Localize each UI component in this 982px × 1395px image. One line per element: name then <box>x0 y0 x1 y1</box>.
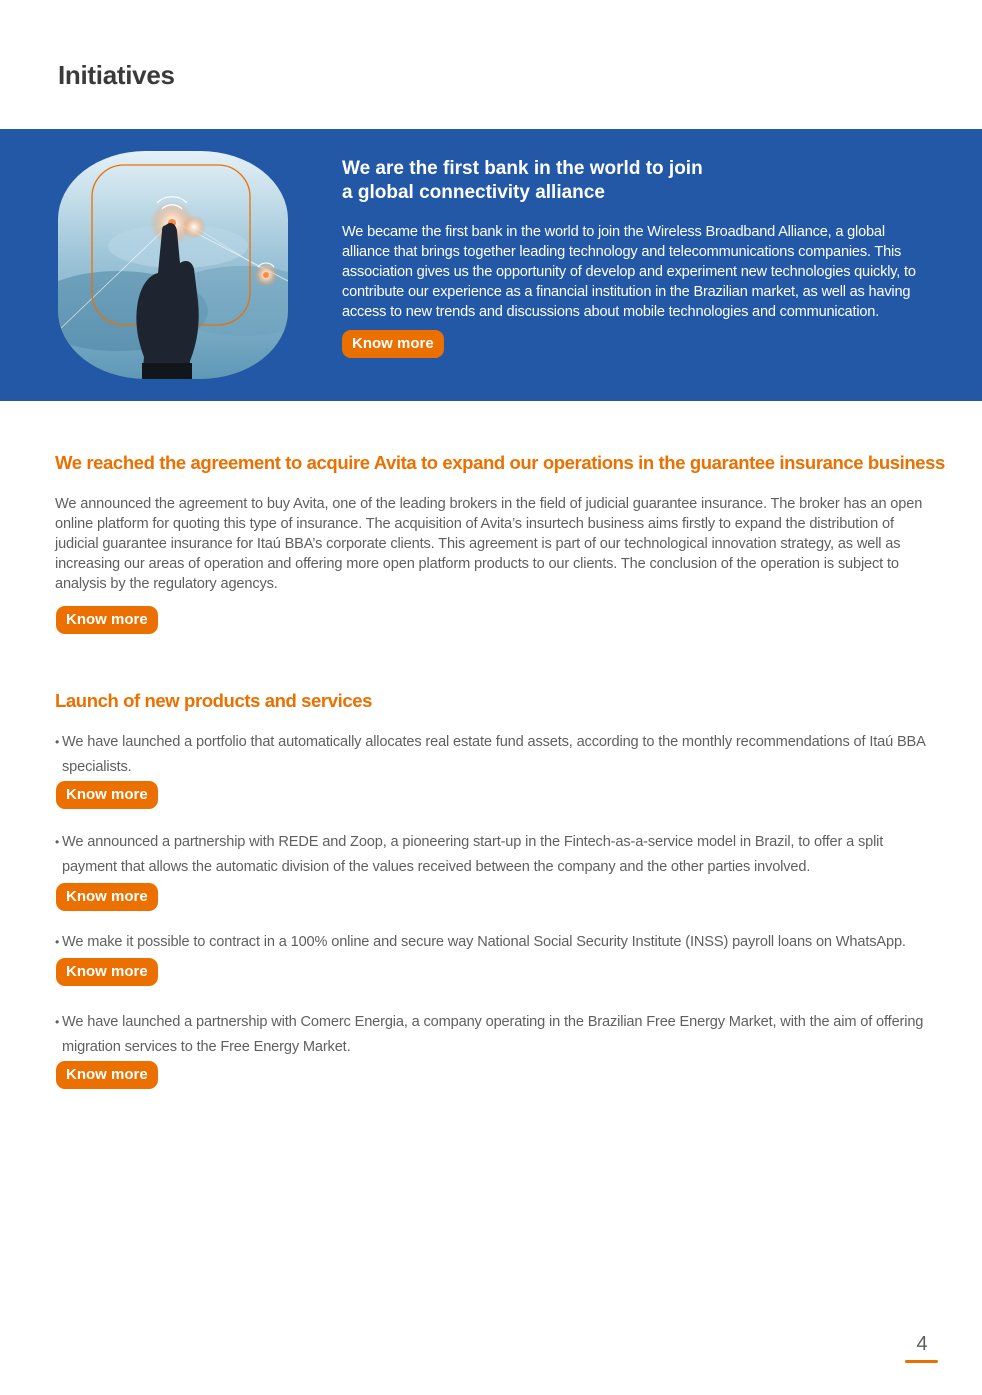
launch-item-inss-payroll <box>55 930 935 986</box>
bullet-icon: • <box>55 1015 60 1029</box>
bullet-icon: • <box>55 835 60 849</box>
launch-item-text: We announced a partnership with REDE and Zoop, a pioneering start-up in the Fintech-as-a-service model in Brazil, to offer a split payment that allows the automatic division of the values received between the company and the other parties involved. <box>62 834 884 875</box>
launch-item-comerc-energia <box>55 1010 935 1089</box>
page-title: Initiatives <box>58 60 175 90</box>
launch-item-know-more-button[interactable]: Know more <box>56 883 158 911</box>
launch-item-text: We have launched a partnership with Comerc Energia, a company operating in the Brazilian Free Energy Market, with the aim of offering migration services to the Free Energy Market. <box>62 1014 924 1055</box>
launch-item-know-more-button[interactable]: Know more <box>56 958 158 986</box>
avita-know-more-button[interactable]: Know more <box>56 606 158 634</box>
bullet-icon: • <box>55 935 60 949</box>
banner-body: We became the first bank in the world to join the Wireless Broadband Alliance, a global alliance that brings together leading technology and telecommunications companies. This association gives us the opportunity of develop and experiment new technologies quickly, to contribute our experience as a financial institution in the Brazilian market, as well as having access to new trends and discussions about mobile technologies and communication. <box>342 224 916 320</box>
launch-item-text: We have launched a portfolio that automatically allocates real estate fund assets, according to the monthly recommendations of Itaú BBA specialists. <box>62 734 925 775</box>
page-number: 4 <box>916 1333 928 1355</box>
banner-text-block <box>342 157 927 358</box>
launch-item-know-more-button[interactable]: Know more <box>56 1061 158 1089</box>
launch-heading: Launch of new products and services <box>55 690 373 711</box>
launch-item-know-more-button[interactable]: Know more <box>56 781 158 809</box>
launch-item-split-payment <box>55 830 935 911</box>
connectivity-banner <box>0 129 982 401</box>
launch-item-text: We make it possible to contract in a 100% online and secure way National Social Security Institute (INSS) payroll loans on WhatsApp. <box>62 934 906 950</box>
page-number-underline <box>905 1360 938 1363</box>
bullet-icon: • <box>55 735 60 749</box>
avita-body: We announced the agreement to buy Avita, one of the leading brokers in the field of judicial guarantee insurance. The broker has an open online platform for quoting this type of insurance. The acquisition of Avita’s insurtech business aims firstly to expand the distribution of judicial guarantee insurance for Itaú BBA’s corporate clients. This agreement is part of our technological innovation strategy, as well as increasing our areas of operation and offering more open platform products to our clients. The conclusion of the operation is subject to analysis by the regulatory agencys. <box>55 496 923 592</box>
hand-touching-connectivity-photo <box>58 151 288 379</box>
banner-know-more-button[interactable]: Know more <box>342 330 444 358</box>
launch-item-real-estate-portfolio <box>55 730 935 809</box>
avita-heading: We reached the agreement to acquire Avita to expand our operations in the guarantee insurance business <box>55 452 945 473</box>
banner-title: We are the first bank in the world to join a global connectivity alliance <box>342 158 703 203</box>
